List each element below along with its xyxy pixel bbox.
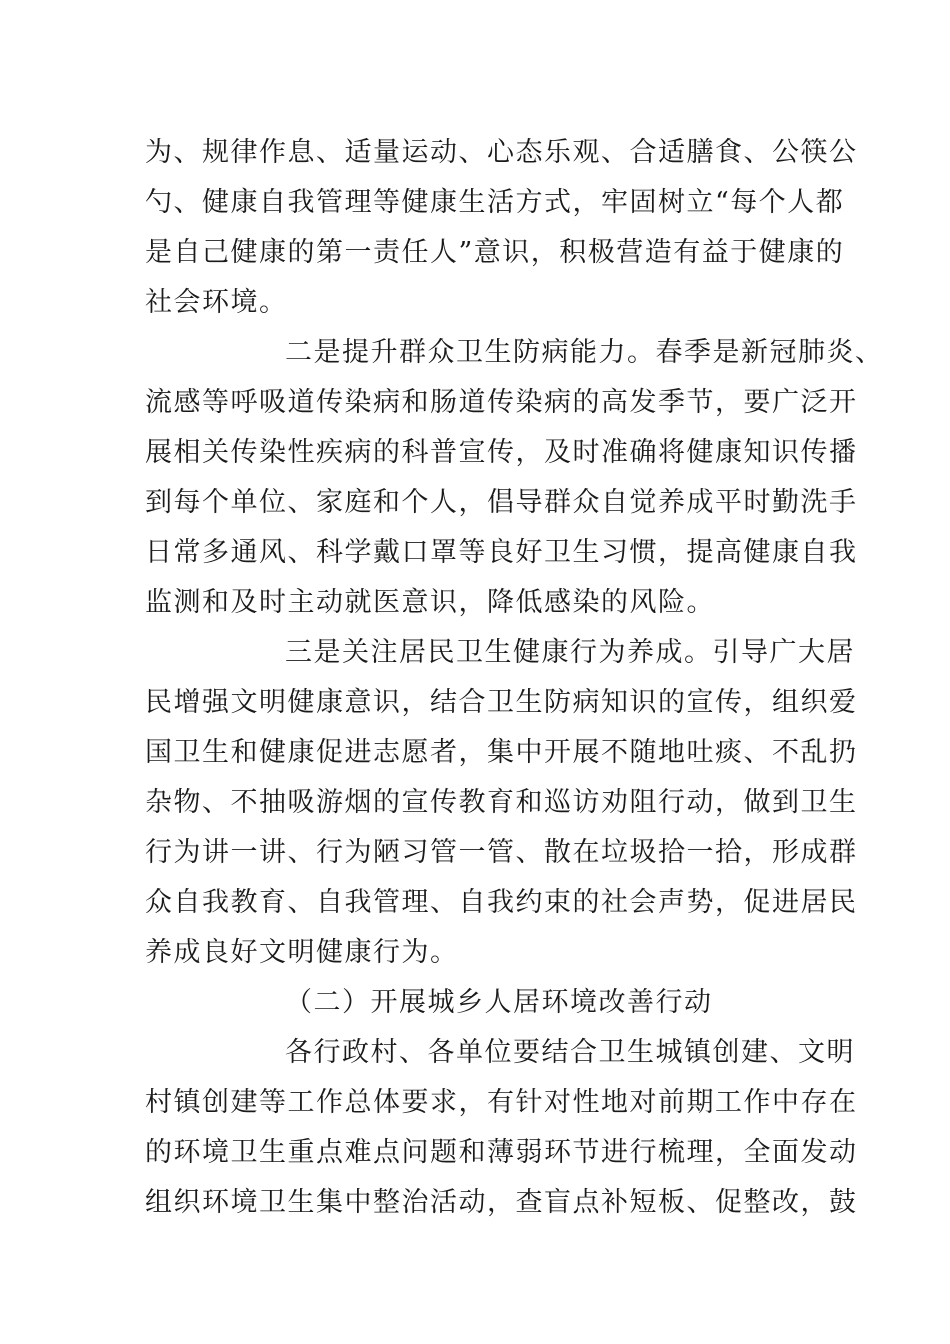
- text-line: 村镇创建等工作总体要求，有针对性地对前期工作中存在: [145, 1087, 858, 1118]
- text-line: 杂物、不抽吸游烟的宣传教育和巡访劝阻行动，做到卫生: [145, 787, 858, 818]
- text-line: 监测和及时主动就医意识，降低感染的风险。: [145, 587, 715, 618]
- text-line: 组织环境卫生集中整治活动，查盲点补短板、促整改，鼓: [145, 1187, 858, 1218]
- text-line: 展相关传染性疾病的科普宣传，及时准确将健康知识传播: [145, 437, 858, 468]
- text-line: 到每个单位、家庭和个人，倡导群众自觉养成平时勤洗手: [145, 487, 858, 518]
- text-line: 日常多通风、科学戴口罩等良好卫生习惯，提高健康自我: [145, 537, 858, 568]
- text-line: 众自我教育、自我管理、自我约束的社会声势，促进居民: [145, 887, 858, 918]
- paragraph-heading-line: 三是关注居民卫生健康行为养成。引导广大居: [285, 637, 855, 668]
- text-line: 流感等呼吸道传染病和肠道传染病的高发季节，要广泛开: [145, 387, 858, 418]
- text-line: 行为讲一讲、行为陋习管一管、散在垃圾拾一拾，形成群: [145, 837, 858, 868]
- text-line: 民增强文明健康意识，结合卫生防病知识的宣传，组织爱: [145, 687, 858, 718]
- text-line: 国卫生和健康促进志愿者，集中开展不随地吐痰、不乱扔: [145, 737, 858, 768]
- paragraph-heading-line: 二是提升群众卫生防病能力。春季是新冠肺炎、: [285, 337, 884, 368]
- text-line: 为、规律作息、适量运动、心态乐观、合适膳食、公筷公: [145, 137, 858, 168]
- paragraph-first-line: 各行政村、各单位要结合卫生城镇创建、文明: [285, 1037, 855, 1068]
- text-line: 社会环境。: [145, 287, 288, 318]
- text-line: 勺、健康自我管理等健康生活方式，牢固树立“每个人都: [145, 187, 845, 218]
- text-line: 养成良好文明健康行为。: [145, 937, 459, 968]
- text-line: 是自己健康的第一责任人”意识，积极营造有益于健康的: [145, 237, 845, 268]
- text-line: 的环境卫生重点难点问题和薄弱环节进行梳理，全面发动: [145, 1137, 858, 1168]
- section-heading: （二）开展城乡人居环境改善行动: [285, 987, 713, 1018]
